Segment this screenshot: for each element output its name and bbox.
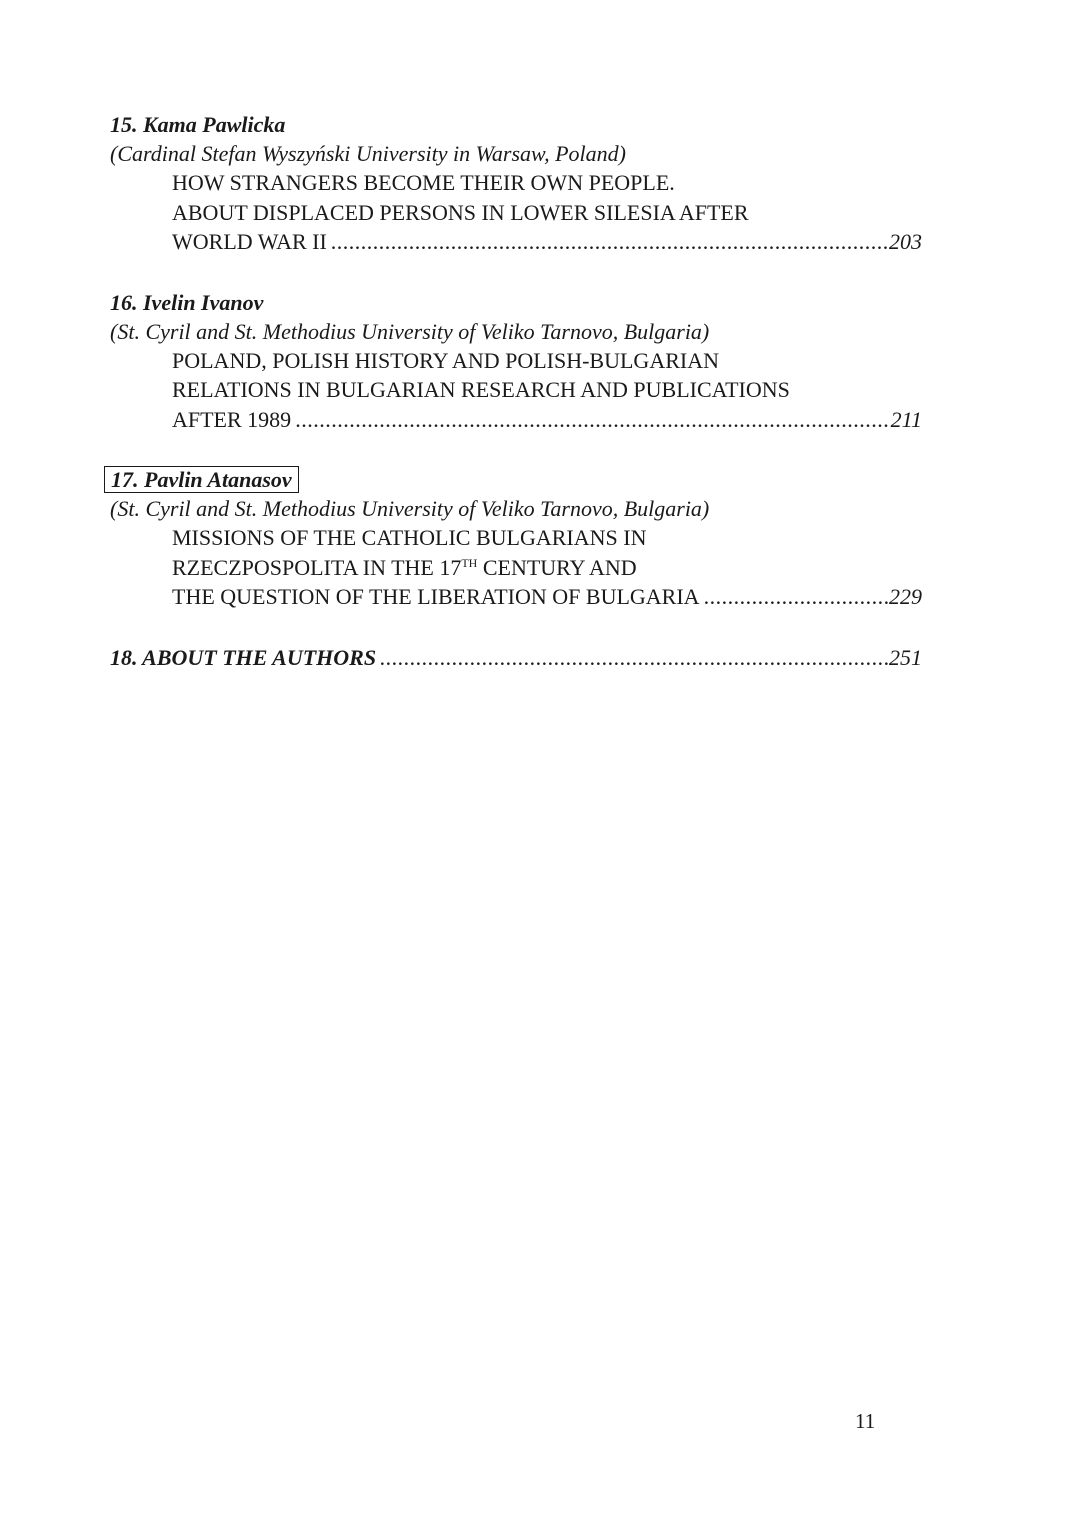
about-authors-line [110,643,922,673]
entry-title-line-with-leader [110,582,922,612]
entry-title-line: POLAND, POLISH HISTORY AND POLISH-BULGARIAN [172,347,719,373]
author-name: Ivelin Ivanov [143,289,264,315]
toc-entry-16 [110,288,922,435]
highlight-box [104,466,299,493]
entry-title-line-with-leader [110,227,922,257]
entry-title-text: WORLD WAR II [172,229,327,254]
entry-number: 16. [110,289,138,315]
entry-number: 17. [111,467,139,492]
entry-author [110,288,922,317]
entry-title-line-with-leader [110,405,922,435]
dot-leader [380,643,888,673]
entry-number: 15. [110,112,138,137]
entry-author [110,465,922,494]
entry-affiliation: (St. Cyril and St. Methodius University of Veliko Tarnovo, Bulgaria) [110,496,710,521]
about-authors-label: 18. ABOUT THE AUTHORS [110,644,377,670]
entry-title-line: RELATIONS IN BULGARIAN RESEARCH AND PUBLICATIONS [172,377,790,402]
entry-title-line: HOW STRANGERS BECOME THEIR OWN PEOPLE. [172,170,675,195]
entry-author [110,110,922,139]
toc-entry-18 [110,643,922,673]
dot-leader [295,405,889,435]
author-name: Kama Pawlicka [143,112,286,137]
entry-page-number: 229 [889,584,922,609]
entry-title-line: MISSIONS OF THE CATHOLIC BULGARIANS IN [172,525,647,550]
entry-affiliation: (St. Cyril and St. Methodius University of Veliko Tarnovo, Bulgaria) [110,318,710,344]
toc-entry-15 [110,110,922,257]
entry-page-number: 203 [889,229,922,254]
superscript: TH [461,555,478,570]
toc-entry-17 [110,465,922,612]
entry-title-line: ABOUT DISPLACED PERSONS IN LOWER SILESIA AFTER [172,199,749,225]
author-name: Pavlin Atanasov [144,467,292,492]
entry-title-text: AFTER 1989 [172,406,292,432]
entry-page-number: 251 [889,644,922,670]
entry-affiliation: (Cardinal Stefan Wyszyński University in Warsaw, Poland) [110,141,626,166]
dot-leader [331,227,888,257]
page-number: 11 [855,1409,876,1433]
table-of-contents [110,110,922,703]
dot-leader [704,582,888,612]
entry-title-text: THE QUESTION OF THE LIBERATION OF BULGARIA [172,584,700,609]
entry-page-number: 211 [890,406,922,432]
entry-title-line: RZECZPOSPOLITA IN THE 17TH CENTURY AND [172,554,637,580]
